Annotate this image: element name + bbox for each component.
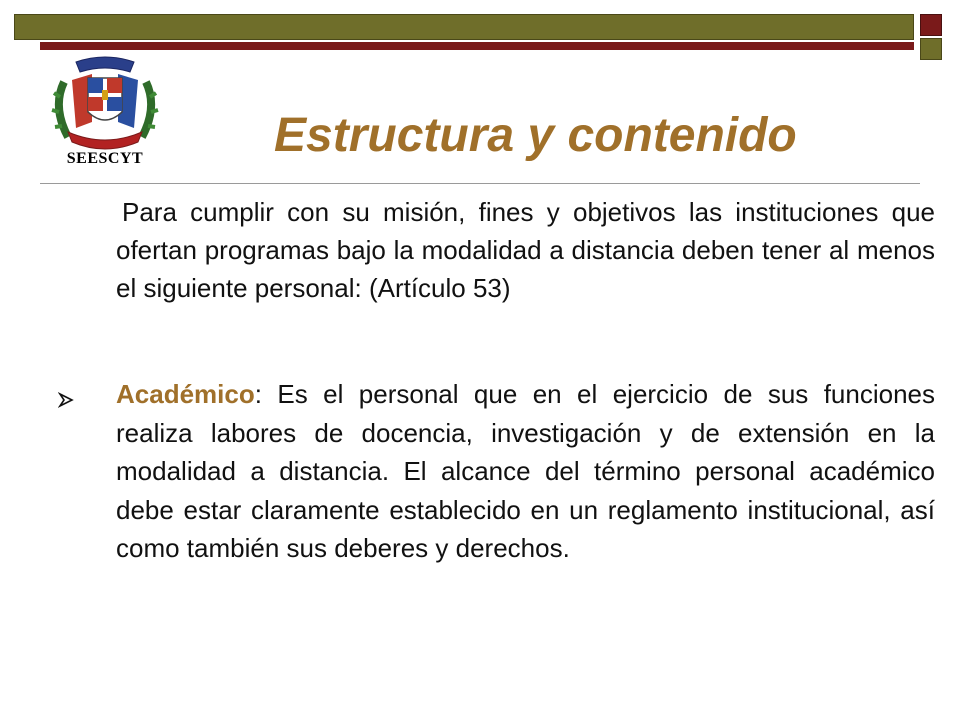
bullet-item: [116, 375, 935, 568]
intro-paragraph: Para cumplir con su misión, fines y objetivos las instituciones que ofertan programas bajo la modalidad a distancia deben tener al menos el siguiente personal: (Artículo 53): [116, 197, 935, 303]
slide-title: Estructura y contenido: [274, 109, 797, 162]
arrow-bullet-icon: [58, 392, 74, 408]
bullet-description: : Es el personal que en el ejercicio de sus funciones realiza labores de docencia, investigación y de extensión en la modalidad a distancia. El alcance del término personal académico debe estar claramente establecido en un reglamento institucional, así como también sus deberes y derechos.: [116, 379, 935, 563]
logo-label: SEESCYT: [66, 150, 144, 167]
bullet-term: Académico: [116, 379, 255, 409]
